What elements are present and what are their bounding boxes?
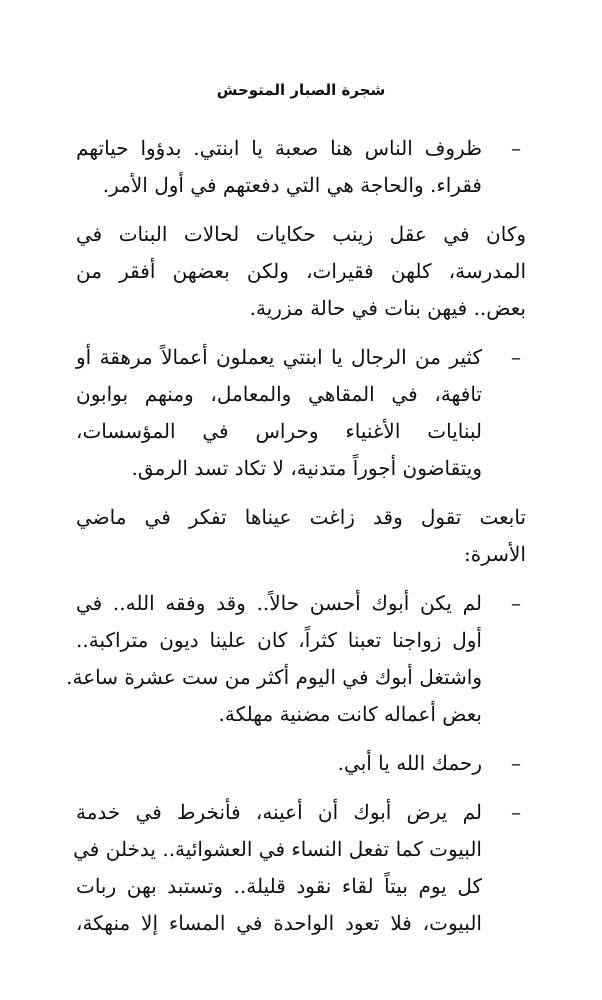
text-line: البيوت كما تفعل النساء في العشوائية.. يدخلن في — [73, 837, 482, 861]
dialogue-paragraph — [66, 585, 526, 733]
text-line: رحمك الله يا أبي. — [337, 751, 482, 775]
text-line: ظروف الناس هنا صعبة يا ابنتي. بدؤوا حياتهم — [76, 136, 482, 160]
text-line: ويتقاضون أجوراً متدنية، لا تكاد تسد الرمق. — [131, 456, 482, 480]
dialogue-paragraph — [76, 130, 526, 204]
text-line: وكان في عقل زينب حكايات لحالات البنات في — [76, 222, 526, 246]
dialogue-dash: – — [511, 751, 521, 775]
text-line: لم يكن أبوك أحسن حالاً.. وقد وفقه الله.. في — [76, 591, 482, 615]
narrative-paragraph — [76, 499, 526, 573]
text-line: المدرسة، كلهن فقيرات، ولكن بعضهن أفقر من — [76, 259, 526, 283]
text-line: واشتغل أبوك في اليوم أكثر من ست عشرة ساعة. — [66, 665, 482, 689]
dialogue-dash: – — [511, 136, 521, 160]
page-body — [66, 130, 526, 954]
dialogue-paragraph — [73, 794, 526, 942]
text-line: كل يوم بيتاً لقاء نقود قليلة.. وتستبد بهن ربات — [76, 874, 482, 898]
text-line: لبنايات الأغنياء وحراس في المؤسسات، — [76, 419, 482, 443]
text-line: بعض أعماله كانت مضنية مهلكة. — [218, 702, 482, 726]
text-line: أول زواجنا تعبنا كثراً، كان علينا ديون متراكبة.. — [76, 628, 482, 652]
dialogue-paragraph — [76, 745, 526, 782]
running-title: شجرة الصبار المتوحش — [216, 81, 386, 99]
text-line: البيوت، فلا تعود الواحدة في المساء إلا منهكة، — [76, 911, 482, 935]
dialogue-paragraph — [76, 339, 526, 487]
dialogue-dash: – — [511, 800, 521, 824]
text-line: بعض.. فيهن بنات في حالة مزرية. — [249, 296, 526, 320]
narrative-paragraph — [76, 216, 526, 327]
text-line: تافهة، في المقاهي والمعامل، ومنهم بوابون — [76, 382, 482, 406]
text-line: الأسرة: — [464, 542, 526, 566]
text-line: تابعت تقول وقد زاغت عيناها تفكر في ماضي — [76, 505, 526, 529]
dialogue-dash: – — [511, 591, 521, 615]
text-line: لم يرض أبوك أن أعينه، فأنخرط في خدمة — [76, 800, 482, 824]
text-line: فقراء. والحاجة هي التي دفعتهم في أول الأمر. — [102, 173, 482, 197]
text-line: كثير من الرجال يا ابنتي يعملون أعمالاً مرهقة أو — [76, 345, 482, 369]
dialogue-dash: – — [511, 345, 521, 369]
